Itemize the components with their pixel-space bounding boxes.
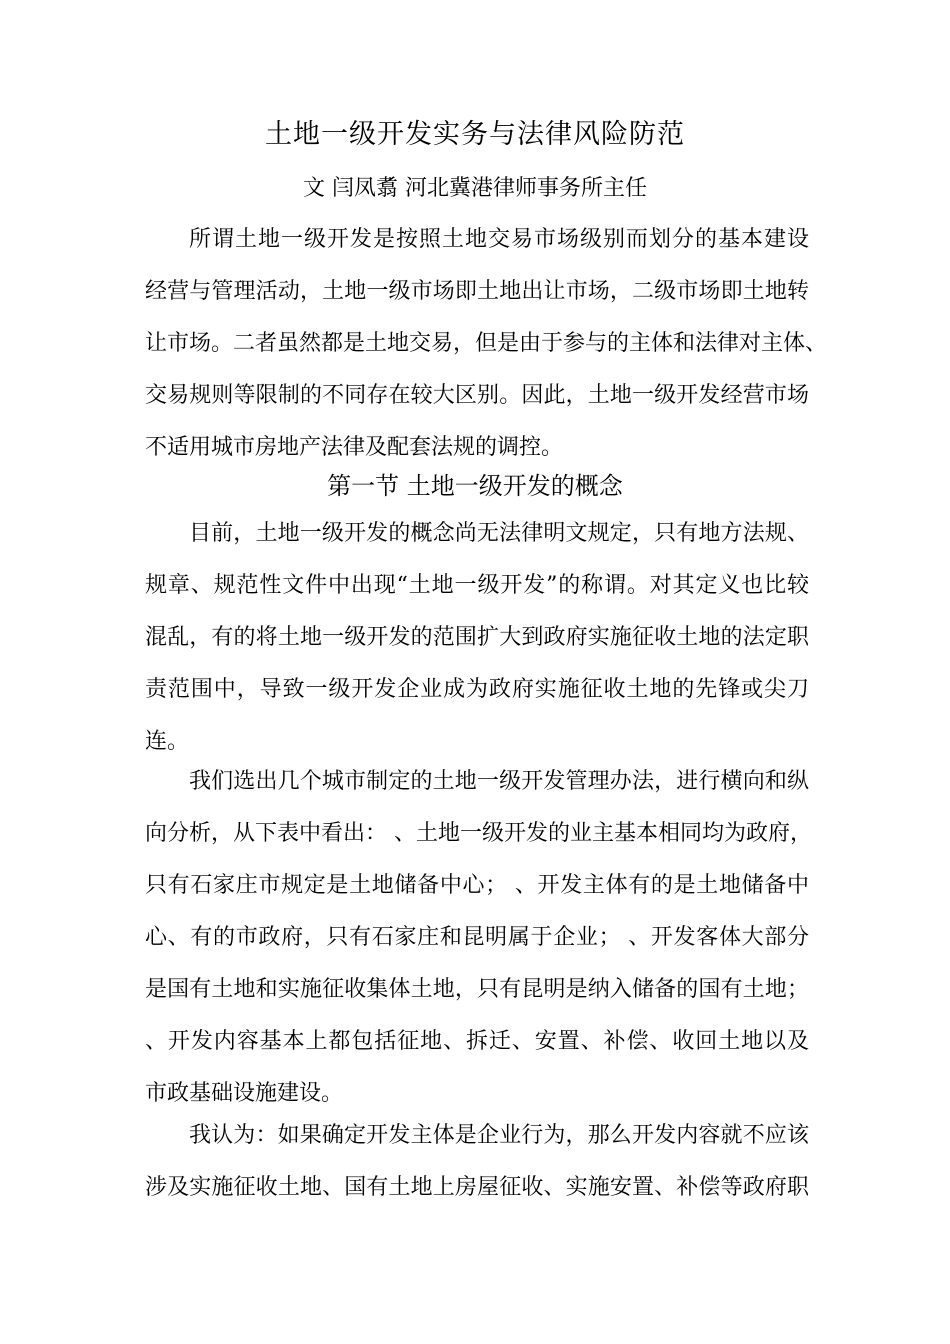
paragraph-line: 、开发内容基本上都包括征地、拆迁、安置、补偿、收回土地以及 <box>145 1029 809 1054</box>
paragraph-line: 市政基础设施建设。 <box>145 1081 344 1106</box>
paragraph-line: 混乱，有的将土地一级开发的范围扩大到政府实施征收土地的法定职 <box>145 625 809 650</box>
paragraph-line: 所谓土地一级开发是按照土地交易市场级别而划分的基本建设 <box>189 227 809 252</box>
intro-paragraph <box>145 214 828 474</box>
analysis-paragraph <box>145 756 812 1120</box>
paragraph-line: 不适用城市房地产法律及配套法规的调控。 <box>145 435 564 460</box>
paragraph-line: 让市场。二者虽然都是土地交易，但是由于参与的主体和法律对主体、 <box>145 331 828 356</box>
paragraph-line: 目前，土地一级开发的概念尚无法律明文规定，只有地方法规、 <box>189 521 809 546</box>
concept-paragraph <box>145 508 809 768</box>
paragraph-line: 责范围中，导致一级开发企业成为政府实施征收土地的先锋或尖刀 <box>145 677 809 702</box>
paragraph-line: 连。 <box>145 729 190 754</box>
paragraph-line: 向分析，从下表中看出： 、土地一级开发的业主基本相同均为政府， <box>145 821 812 846</box>
paragraph-line: 是国有土地和实施征收集体土地，只有昆明是纳入储备的国有土地； <box>145 977 809 1002</box>
paragraph-line: 涉及实施征收土地、国有土地上房屋征收、实施安置、补偿等政府职 <box>145 1175 809 1200</box>
section-heading: 第一节 土地一级开发的概念 <box>327 472 623 500</box>
paragraph-line: 心、有的市政府，只有石家庄和昆明属于企业； 、开发客体大部分 <box>145 925 809 950</box>
author-byline: 文 闫凤翥 河北冀港律师事务所主任 <box>303 176 647 201</box>
opinion-paragraph <box>145 1110 809 1214</box>
document-title: 土地一级开发实务与法律风险防范 <box>265 119 685 150</box>
paragraph-line: 我认为：如果确定开发主体是企业行为，那么开发内容就不应该 <box>189 1123 809 1148</box>
paragraph-line: 交易规则等限制的不同存在较大区别。因此，土地一级开发经营市场 <box>145 383 809 408</box>
paragraph-line: 经营与管理活动，土地一级市场即土地出让市场，二级市场即土地转 <box>145 279 809 304</box>
paragraph-line: 只有石家庄市规定是土地储备中心； 、开发主体有的是土地储备中 <box>145 873 809 898</box>
paragraph-line: 我们选出几个城市制定的土地一级开发管理办法，进行横向和纵 <box>189 769 809 794</box>
paragraph-line: 规章、规范性文件中出现“土地一级开发”的称谓。对其定义也比较 <box>145 573 809 598</box>
